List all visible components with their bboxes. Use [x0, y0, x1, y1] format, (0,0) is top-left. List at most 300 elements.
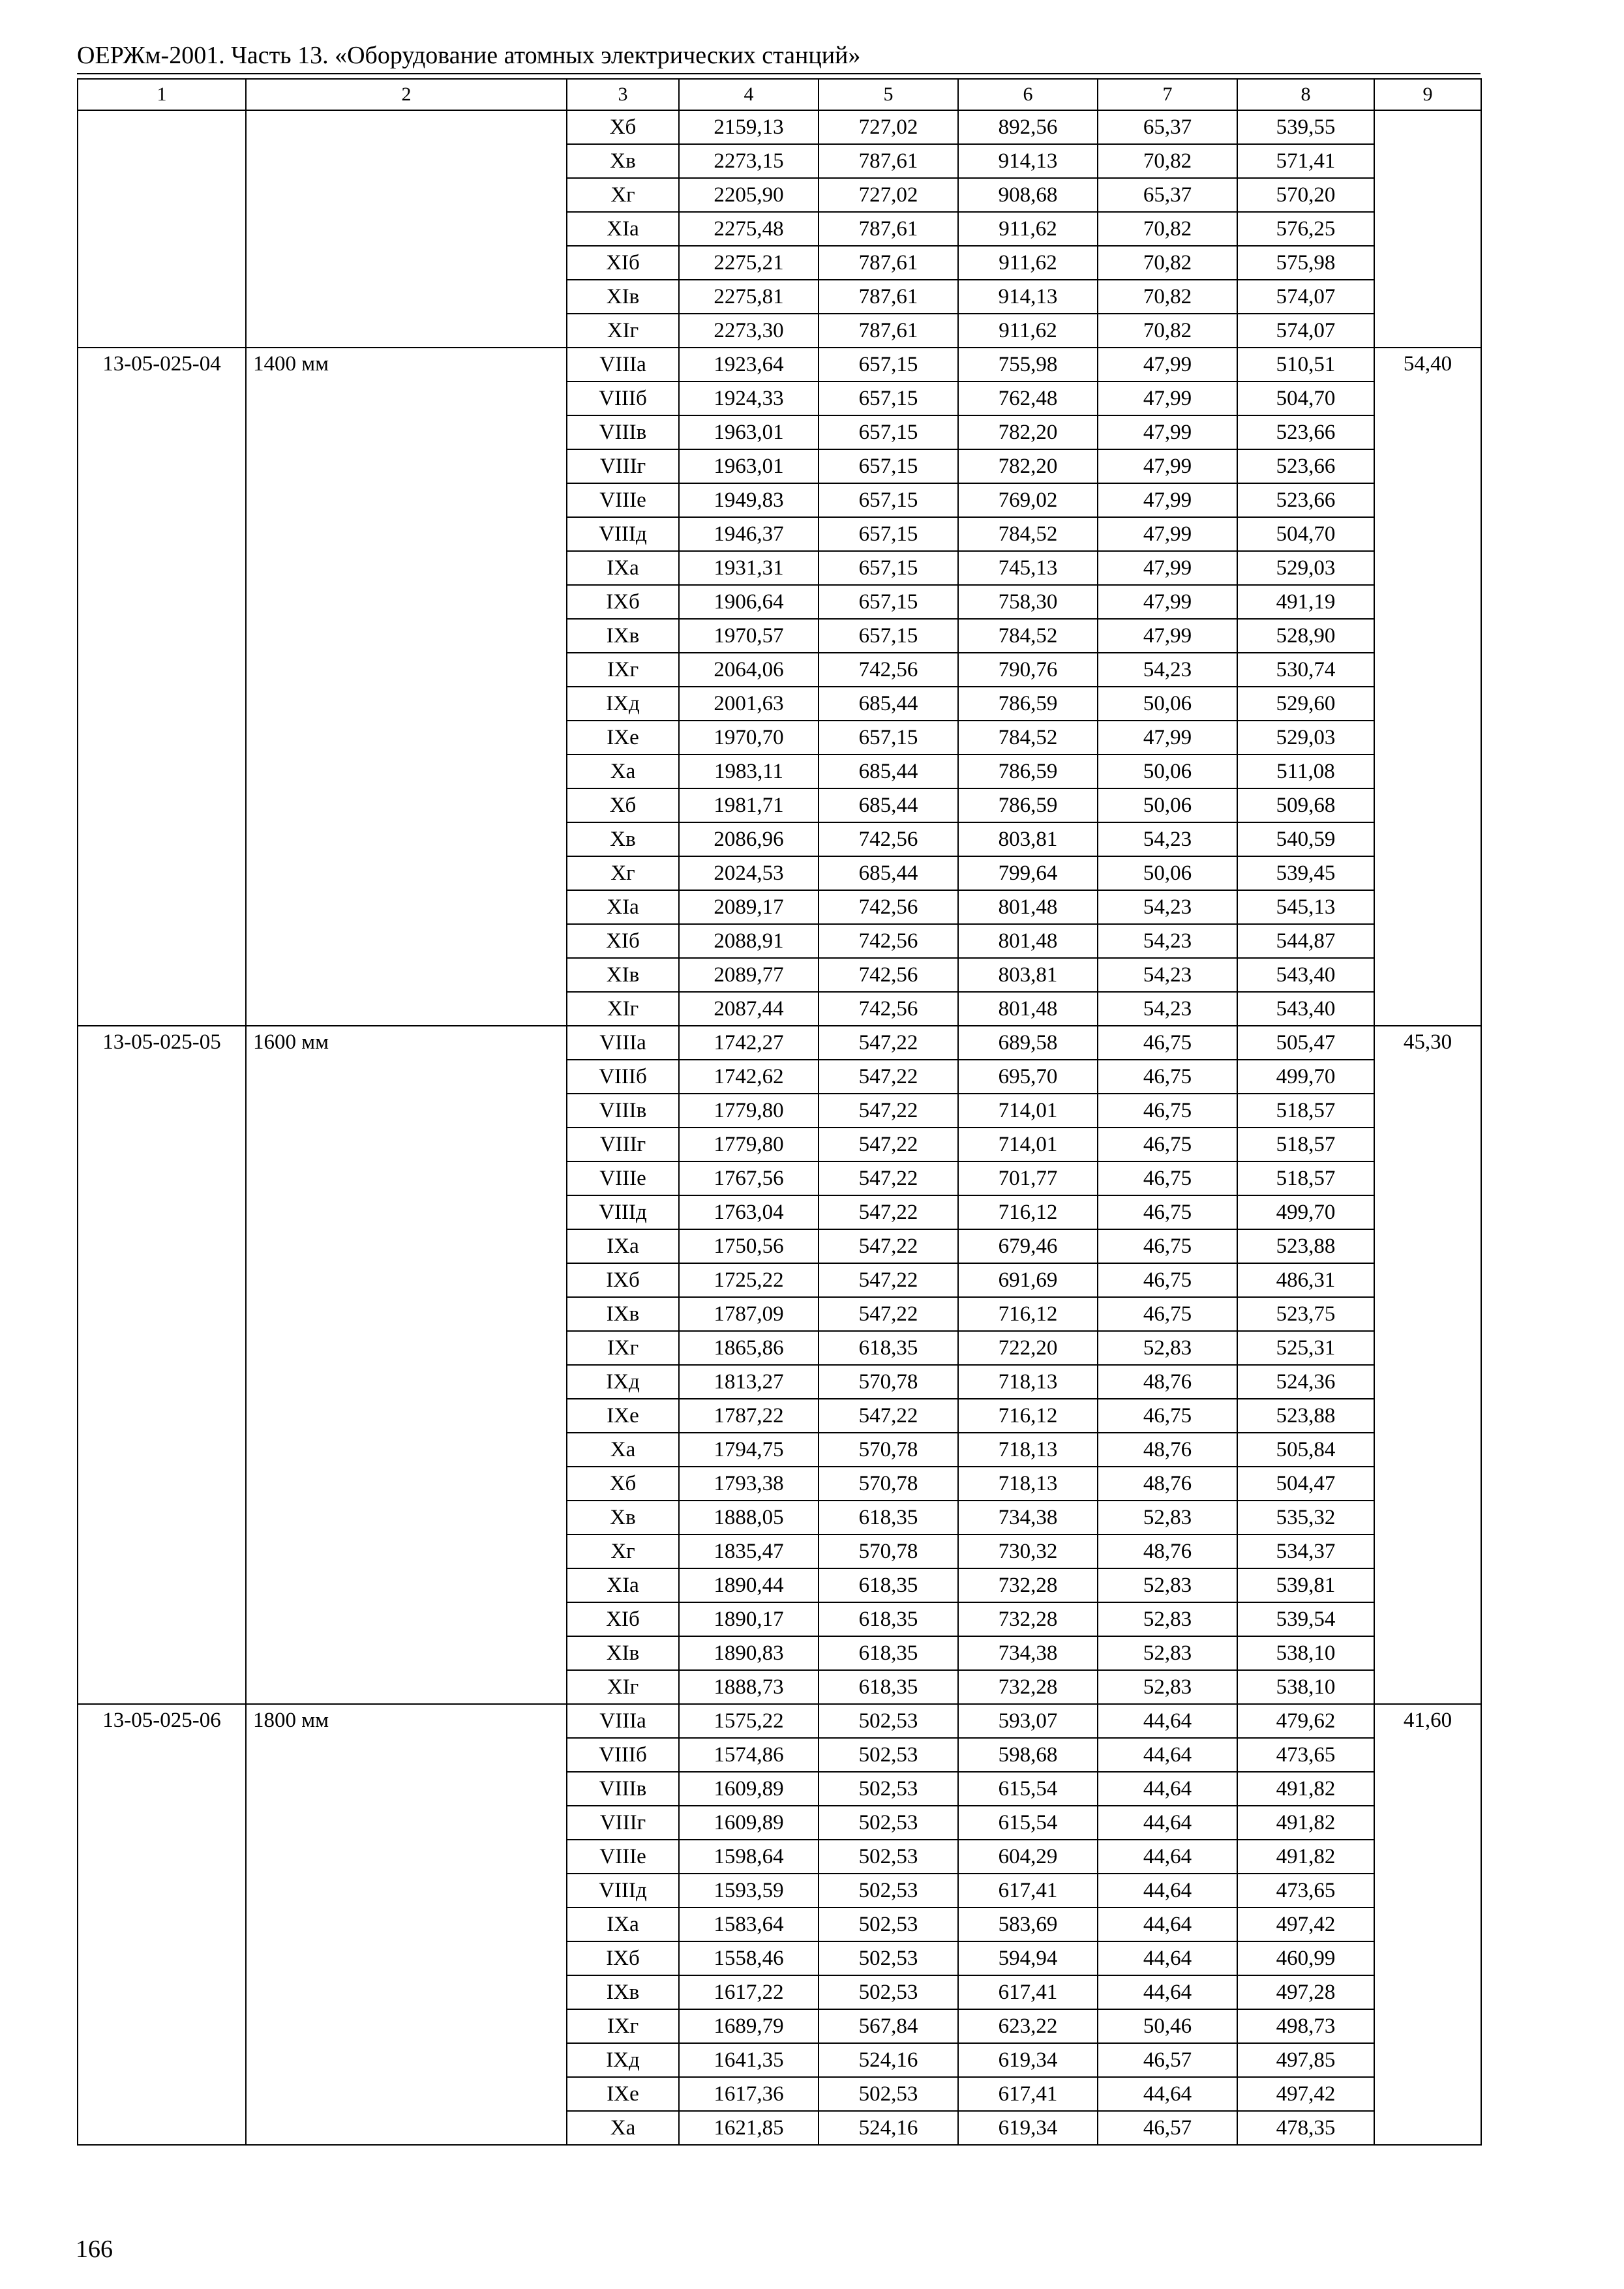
table-cell: 498,73	[1237, 2009, 1374, 2043]
table-cell: 734,38	[958, 1501, 1098, 1534]
table-cell: IХд	[567, 687, 679, 721]
table-cell: 54,23	[1098, 958, 1237, 992]
table-cell: 618,35	[819, 1568, 958, 1602]
table-cell: IХг	[567, 2009, 679, 2043]
page-number: 166	[76, 2236, 113, 2263]
resource-code-cell	[78, 110, 246, 348]
table-cell: 714,01	[958, 1094, 1098, 1128]
table-cell: 535,32	[1237, 1501, 1374, 1534]
table-cell: 1598,64	[679, 1840, 819, 1874]
table-cell: 2273,15	[679, 144, 819, 178]
table-cell: 502,53	[819, 2077, 958, 2111]
table-cell: 914,13	[958, 280, 1098, 314]
table-cell: 618,35	[819, 1636, 958, 1670]
resource-code-cell: 13-05-025-04	[78, 348, 246, 1026]
table-cell: 2088,91	[679, 924, 819, 958]
table-cell: 1787,09	[679, 1297, 819, 1331]
table-cell: 547,22	[819, 1399, 958, 1433]
table-cell: 619,34	[958, 2043, 1098, 2077]
table-cell: 547,22	[819, 1128, 958, 1161]
resource-code-cell: 13-05-025-06	[78, 1704, 246, 2145]
table-cell: 523,88	[1237, 1399, 1374, 1433]
table-cell: 786,59	[958, 687, 1098, 721]
table-cell: 50,06	[1098, 856, 1237, 890]
table-cell: 619,34	[958, 2111, 1098, 2145]
table-cell: 618,35	[819, 1602, 958, 1636]
table-cell: 52,83	[1098, 1670, 1237, 1704]
table-cell: 2159,13	[679, 110, 819, 144]
table-cell: 803,81	[958, 958, 1098, 992]
table-cell: 718,13	[958, 1467, 1098, 1501]
table-cell: 505,84	[1237, 1433, 1374, 1467]
table-cell: 547,22	[819, 1229, 958, 1263]
table-cell: 46,75	[1098, 1094, 1237, 1128]
table-cell: 46,57	[1098, 2043, 1237, 2077]
table-cell: 1558,46	[679, 1941, 819, 1975]
table-cell: 47,99	[1098, 721, 1237, 755]
table-cell: 497,85	[1237, 2043, 1374, 2077]
table-cell: 491,19	[1237, 585, 1374, 619]
table-cell: 742,56	[819, 822, 958, 856]
table-cell: 502,53	[819, 1840, 958, 1874]
table-cell: 685,44	[819, 755, 958, 788]
table-cell: 657,15	[819, 721, 958, 755]
table-cell: 575,98	[1237, 246, 1374, 280]
table-cell: 787,61	[819, 212, 958, 246]
table-cell: 1742,62	[679, 1060, 819, 1094]
table-cell: 1621,85	[679, 2111, 819, 2145]
column-header-3: 3	[567, 79, 679, 110]
table-cell: 1689,79	[679, 2009, 819, 2043]
table-cell: 547,22	[819, 1094, 958, 1128]
table-cell: 745,13	[958, 551, 1098, 585]
table-cell: Хг	[567, 856, 679, 890]
table-cell: 615,54	[958, 1806, 1098, 1840]
table-cell: 491,82	[1237, 1806, 1374, 1840]
table-cell: VIIIг	[567, 1128, 679, 1161]
table-cell: 623,22	[958, 2009, 1098, 2043]
table-cell: 44,64	[1098, 1704, 1237, 1738]
table-cell: 1574,86	[679, 1738, 819, 1772]
table-cell: 1890,44	[679, 1568, 819, 1602]
table-cell: 570,78	[819, 1467, 958, 1501]
table-cell: 1970,57	[679, 619, 819, 653]
table-cell: 727,02	[819, 110, 958, 144]
table-cell: 576,25	[1237, 212, 1374, 246]
table-cell: 1583,64	[679, 1908, 819, 1941]
table-cell: 523,75	[1237, 1297, 1374, 1331]
table-cell: 1575,22	[679, 1704, 819, 1738]
table-cell: 54,23	[1098, 992, 1237, 1026]
table-cell: 689,58	[958, 1026, 1098, 1060]
table-cell: 504,70	[1237, 382, 1374, 415]
table-cell: VIIIб	[567, 1738, 679, 1772]
table-cell: 1793,38	[679, 1467, 819, 1501]
table-cell: 44,64	[1098, 1806, 1237, 1840]
table-cell: 1609,89	[679, 1772, 819, 1806]
table-cell: ХIб	[567, 246, 679, 280]
table-cell: 1890,17	[679, 1602, 819, 1636]
table-cell: 497,42	[1237, 2077, 1374, 2111]
table-cell: 685,44	[819, 687, 958, 721]
table-cell: 570,20	[1237, 178, 1374, 212]
table-cell: 657,15	[819, 483, 958, 517]
table-cell: 523,66	[1237, 449, 1374, 483]
table-cell: 742,56	[819, 958, 958, 992]
table-cell: Хб	[567, 110, 679, 144]
table-cell: 2087,44	[679, 992, 819, 1026]
table-cell: 509,68	[1237, 788, 1374, 822]
table-cell: VIIIб	[567, 382, 679, 415]
table-cell: 70,82	[1098, 314, 1237, 348]
table-cell: 478,35	[1237, 2111, 1374, 2145]
table-cell: 567,84	[819, 2009, 958, 2043]
table-cell: 1617,22	[679, 1975, 819, 2009]
table-cell: 46,75	[1098, 1195, 1237, 1229]
table-cell: 574,07	[1237, 314, 1374, 348]
table-cell: 47,99	[1098, 483, 1237, 517]
table-row	[78, 1026, 1481, 1060]
table-cell: VIIIд	[567, 1874, 679, 1908]
table-cell: 1906,64	[679, 585, 819, 619]
table-cell: 732,28	[958, 1670, 1098, 1704]
table-cell: Хв	[567, 822, 679, 856]
table-cell: ХIв	[567, 1636, 679, 1670]
table-cell: 547,22	[819, 1195, 958, 1229]
table-cell: 695,70	[958, 1060, 1098, 1094]
table-cell: 54,23	[1098, 924, 1237, 958]
table-cell: 50,06	[1098, 788, 1237, 822]
table-row	[78, 348, 1481, 382]
table-cell: ХIа	[567, 1568, 679, 1602]
table-cell: 52,83	[1098, 1602, 1237, 1636]
table-cell: 1779,80	[679, 1094, 819, 1128]
table-cell: 618,35	[819, 1501, 958, 1534]
table-cell: 1924,33	[679, 382, 819, 415]
table-cell: 2064,06	[679, 653, 819, 687]
table-cell: 801,48	[958, 890, 1098, 924]
table-cell: 1983,11	[679, 755, 819, 788]
column-header-9: 9	[1374, 79, 1481, 110]
table-cell: IХд	[567, 1365, 679, 1399]
table-cell: 730,32	[958, 1534, 1098, 1568]
table-cell: 48,76	[1098, 1534, 1237, 1568]
table-cell: 524,36	[1237, 1365, 1374, 1399]
table-cell: ХIг	[567, 1670, 679, 1704]
table-cell: 502,53	[819, 1874, 958, 1908]
table-cell: 50,06	[1098, 687, 1237, 721]
table-cell: 545,13	[1237, 890, 1374, 924]
table-cell: 505,47	[1237, 1026, 1374, 1060]
table-cell: 786,59	[958, 788, 1098, 822]
table-cell: 799,64	[958, 856, 1098, 890]
column-header-4: 4	[679, 79, 819, 110]
table-cell: 547,22	[819, 1297, 958, 1331]
header-rule	[77, 73, 1481, 74]
table-cell: 691,69	[958, 1263, 1098, 1297]
table-cell: 46,75	[1098, 1297, 1237, 1331]
table-cell: VIIIе	[567, 483, 679, 517]
table-cell: 1981,71	[679, 788, 819, 822]
table-cell: 1641,35	[679, 2043, 819, 2077]
table-cell: Хб	[567, 1467, 679, 1501]
table-cell: 543,40	[1237, 958, 1374, 992]
table-cell: 534,37	[1237, 1534, 1374, 1568]
table-cell: 46,75	[1098, 1263, 1237, 1297]
table-cell: 657,15	[819, 415, 958, 449]
table-cell: 2275,21	[679, 246, 819, 280]
table-cell: 523,88	[1237, 1229, 1374, 1263]
table-cell: 722,20	[958, 1331, 1098, 1365]
column-header-7: 7	[1098, 79, 1237, 110]
table-cell: 679,46	[958, 1229, 1098, 1263]
table-cell: 758,30	[958, 585, 1098, 619]
table-cell: 525,31	[1237, 1331, 1374, 1365]
table-cell: 47,99	[1098, 449, 1237, 483]
table-cell: 499,70	[1237, 1195, 1374, 1229]
table-cell: 716,12	[958, 1297, 1098, 1331]
table-cell: 657,15	[819, 585, 958, 619]
table-cell: 2089,17	[679, 890, 819, 924]
table-cell: 716,12	[958, 1195, 1098, 1229]
table-cell: 801,48	[958, 924, 1098, 958]
table-cell: 2205,90	[679, 178, 819, 212]
table-cell: 570,78	[819, 1433, 958, 1467]
table-cell: 782,20	[958, 415, 1098, 449]
table-cell: VIIIг	[567, 1806, 679, 1840]
price-table	[77, 78, 1482, 2146]
resource-name-cell	[246, 110, 567, 348]
table-cell: 598,68	[958, 1738, 1098, 1772]
table-cell: 502,53	[819, 1738, 958, 1772]
table-cell: 1750,56	[679, 1229, 819, 1263]
table-cell: 657,15	[819, 382, 958, 415]
table-cell: 540,59	[1237, 822, 1374, 856]
table-cell: VIIIд	[567, 517, 679, 551]
column-header-2: 2	[246, 79, 567, 110]
table-cell: 594,94	[958, 1941, 1098, 1975]
column-9-cell	[1374, 110, 1481, 348]
table-cell: 538,10	[1237, 1636, 1374, 1670]
table-cell: 2275,81	[679, 280, 819, 314]
table-cell: 782,20	[958, 449, 1098, 483]
table-cell: 510,51	[1237, 348, 1374, 382]
table-cell: 502,53	[819, 1908, 958, 1941]
table-cell: Ха	[567, 2111, 679, 2145]
table-cell: VIIIв	[567, 1772, 679, 1806]
table-cell: 47,99	[1098, 348, 1237, 382]
table-cell: 518,57	[1237, 1161, 1374, 1195]
table-cell: VIIIа	[567, 348, 679, 382]
table-cell: 1742,27	[679, 1026, 819, 1060]
table-cell: 787,61	[819, 314, 958, 348]
table-cell: VIIIа	[567, 1704, 679, 1738]
table-cell: 583,69	[958, 1908, 1098, 1941]
table-cell: 44,64	[1098, 1738, 1237, 1772]
column-header-5: 5	[819, 79, 958, 110]
table-cell: 54,23	[1098, 890, 1237, 924]
resource-name-cell: 1400 мм	[246, 348, 567, 1026]
table-cell: 1787,22	[679, 1399, 819, 1433]
table-cell: Хв	[567, 1501, 679, 1534]
table-cell: IХа	[567, 1229, 679, 1263]
table-cell: VIIIб	[567, 1060, 679, 1094]
table-cell: 593,07	[958, 1704, 1098, 1738]
table-cell: 528,90	[1237, 619, 1374, 653]
table-cell: 47,99	[1098, 517, 1237, 551]
table-cell: 685,44	[819, 788, 958, 822]
table-cell: 50,46	[1098, 2009, 1237, 2043]
table-cell: 908,68	[958, 178, 1098, 212]
table-cell: 44,64	[1098, 1840, 1237, 1874]
table-cell: 65,37	[1098, 178, 1237, 212]
table-cell: 544,87	[1237, 924, 1374, 958]
table-cell: 1888,05	[679, 1501, 819, 1534]
table-cell: 52,83	[1098, 1636, 1237, 1670]
table-cell: 44,64	[1098, 1874, 1237, 1908]
table-cell: 529,60	[1237, 687, 1374, 721]
table-cell: 615,54	[958, 1772, 1098, 1806]
page-header-title: ОЕРЖм-2001. Часть 13. «Оборудование атомных электрических станций»	[77, 42, 861, 69]
table-cell: 2273,30	[679, 314, 819, 348]
table-cell: 47,99	[1098, 551, 1237, 585]
table-cell: 523,66	[1237, 483, 1374, 517]
table-cell: 2089,77	[679, 958, 819, 992]
table-cell: 1931,31	[679, 551, 819, 585]
table-body	[78, 79, 1481, 2145]
table-cell: IХе	[567, 2077, 679, 2111]
table-cell: 547,22	[819, 1060, 958, 1094]
table-cell: 539,81	[1237, 1568, 1374, 1602]
table-cell: 2275,48	[679, 212, 819, 246]
table-cell: 44,64	[1098, 2077, 1237, 2111]
table-cell: 529,03	[1237, 721, 1374, 755]
table-cell: IХв	[567, 1975, 679, 2009]
table-cell: Хб	[567, 788, 679, 822]
table-cell: IХд	[567, 2043, 679, 2077]
table-cell: 617,41	[958, 2077, 1098, 2111]
table-row	[78, 1704, 1481, 1738]
table-cell: 46,75	[1098, 1161, 1237, 1195]
table-cell: 491,82	[1237, 1772, 1374, 1806]
table-cell: 48,76	[1098, 1467, 1237, 1501]
table-cell: 1763,04	[679, 1195, 819, 1229]
table-cell: ХIа	[567, 890, 679, 924]
table-cell: 701,77	[958, 1161, 1098, 1195]
table-cell: Хг	[567, 1534, 679, 1568]
table-cell: 473,65	[1237, 1738, 1374, 1772]
table-cell: 742,56	[819, 890, 958, 924]
table-cell: 497,42	[1237, 1908, 1374, 1941]
table-cell: IХв	[567, 1297, 679, 1331]
table-cell: 44,64	[1098, 1908, 1237, 1941]
table-cell: 46,75	[1098, 1229, 1237, 1263]
table-cell: 54,23	[1098, 822, 1237, 856]
table-cell: 657,15	[819, 449, 958, 483]
table-cell: VIIIа	[567, 1026, 679, 1060]
table-cell: 44,64	[1098, 1975, 1237, 2009]
table-cell: 803,81	[958, 822, 1098, 856]
table-cell: 539,55	[1237, 110, 1374, 144]
table-cell: 574,07	[1237, 280, 1374, 314]
table-cell: 911,62	[958, 314, 1098, 348]
table-cell: 460,99	[1237, 1941, 1374, 1975]
table-cell: 755,98	[958, 348, 1098, 382]
table-cell: 1946,37	[679, 517, 819, 551]
table-cell: 1890,83	[679, 1636, 819, 1670]
column-9-cell: 41,60	[1374, 1704, 1481, 2145]
table-cell: 2086,96	[679, 822, 819, 856]
table-cell: 70,82	[1098, 246, 1237, 280]
table-cell: VIIIе	[567, 1161, 679, 1195]
table-cell: VIIIг	[567, 449, 679, 483]
table-cell: 604,29	[958, 1840, 1098, 1874]
table-cell: IХб	[567, 1263, 679, 1297]
table-cell: IХа	[567, 551, 679, 585]
table-cell: 547,22	[819, 1263, 958, 1297]
table-cell: 617,41	[958, 1975, 1098, 2009]
table-cell: 504,70	[1237, 517, 1374, 551]
table-cell: ХIв	[567, 958, 679, 992]
table-cell: 52,83	[1098, 1501, 1237, 1534]
table-cell: 44,64	[1098, 1941, 1237, 1975]
table-cell: 486,31	[1237, 1263, 1374, 1297]
table-cell: 1779,80	[679, 1128, 819, 1161]
table-cell: 2001,63	[679, 687, 819, 721]
table-cell: 1725,22	[679, 1263, 819, 1297]
table-cell: 46,75	[1098, 1026, 1237, 1060]
resource-code-cell: 13-05-025-05	[78, 1026, 246, 1704]
column-header-6: 6	[958, 79, 1098, 110]
table-cell: 518,57	[1237, 1094, 1374, 1128]
table-cell: 732,28	[958, 1602, 1098, 1636]
table-cell: 1923,64	[679, 348, 819, 382]
table-cell: 657,15	[819, 348, 958, 382]
column-9-cell: 45,30	[1374, 1026, 1481, 1704]
table-cell: 784,52	[958, 517, 1098, 551]
table-cell: 47,99	[1098, 415, 1237, 449]
table-cell: 742,56	[819, 653, 958, 687]
table-cell: 657,15	[819, 551, 958, 585]
table-cell: 571,41	[1237, 144, 1374, 178]
table-cell: 547,22	[819, 1026, 958, 1060]
table-cell: 523,66	[1237, 415, 1374, 449]
table-cell: 714,01	[958, 1128, 1098, 1161]
table-cell: IХе	[567, 1399, 679, 1433]
table-cell: IХб	[567, 585, 679, 619]
table-cell: 1963,01	[679, 449, 819, 483]
table-cell: VIIIв	[567, 415, 679, 449]
table-cell: 46,57	[1098, 2111, 1237, 2145]
table-cell: 497,28	[1237, 1975, 1374, 2009]
table-cell: ХIб	[567, 924, 679, 958]
table-cell: 657,15	[819, 619, 958, 653]
table-cell: VIIIв	[567, 1094, 679, 1128]
table-cell: 685,44	[819, 856, 958, 890]
table-cell: 1835,47	[679, 1534, 819, 1568]
table-cell: 1813,27	[679, 1365, 819, 1399]
table-cell: 502,53	[819, 1975, 958, 2009]
table-cell: 502,53	[819, 1941, 958, 1975]
table-cell: 1949,83	[679, 483, 819, 517]
table-cell: 491,82	[1237, 1840, 1374, 1874]
table-cell: 801,48	[958, 992, 1098, 1026]
table-cell: 504,47	[1237, 1467, 1374, 1501]
table-cell: 1609,89	[679, 1806, 819, 1840]
table-cell: ХIг	[567, 314, 679, 348]
table-cell: 47,99	[1098, 382, 1237, 415]
table-cell: 1593,59	[679, 1874, 819, 1908]
